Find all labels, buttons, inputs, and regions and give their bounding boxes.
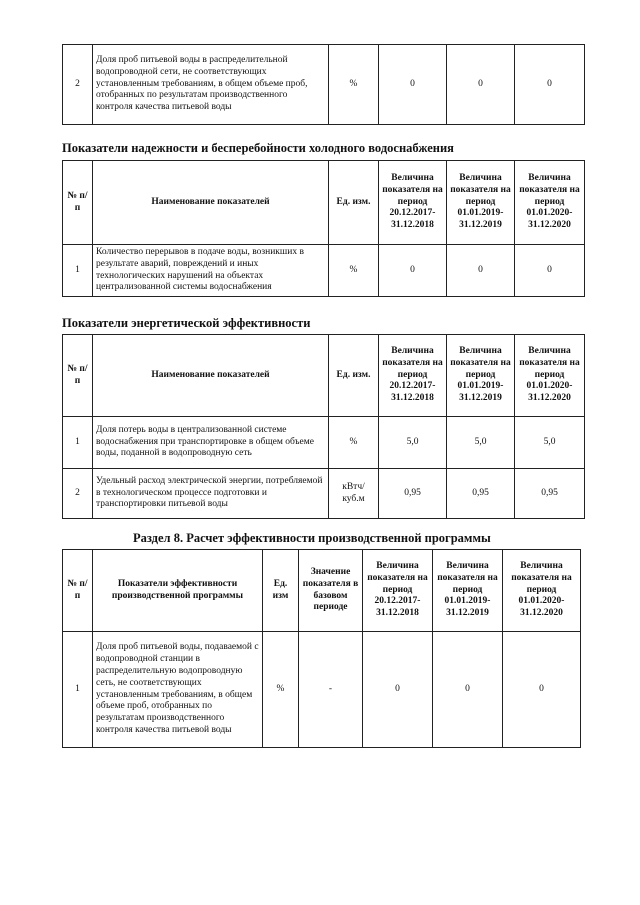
section8-table (62, 549, 581, 748)
value-period-2: 0 (433, 632, 503, 748)
value-base-period: - (299, 632, 363, 748)
row-number: 2 (63, 45, 93, 125)
value-period-2: 5,0 (447, 417, 515, 469)
energy-table (62, 334, 585, 519)
value-period-3: 0 (515, 245, 585, 297)
reliability-table (62, 160, 585, 297)
header-unit: Ед. изм. (329, 335, 379, 417)
table-row (63, 469, 585, 519)
header-period-1: Величина показателя на период 20.12.2017-31.12.2018 (363, 550, 433, 632)
unit-cell: % (329, 45, 379, 125)
header-unit: Ед. изм (263, 550, 299, 632)
header-name: Наименование показателей (93, 161, 329, 245)
row-number: 1 (63, 632, 93, 748)
value-period-2: 0 (447, 45, 515, 125)
header-num: № п/п (63, 161, 93, 245)
indicator-name: Доля потерь воды в централизованной системе водоснабжения при транспортировке в общем объеме воды, поданной в водопроводную сеть (93, 417, 329, 469)
section8-heading: Раздел 8. Расчет эффективности производственной программы (133, 531, 491, 545)
energy-heading: Показатели энергетической эффективности (62, 316, 311, 330)
table-row (63, 417, 585, 469)
value-period-1: 0,95 (379, 469, 447, 519)
indicator-name: Количество перерывов в подаче воды, возникших в результате аварий, повреждений и иных технологических нарушений на объектах централизованной системы водоснабжения (93, 245, 329, 297)
header-period-2: Величина показателя на период 01.01.2019-31.12.2019 (447, 161, 515, 245)
table-row (63, 632, 581, 748)
reliability-heading: Показатели надежности и бесперебойности холодного водоснабжения (62, 141, 454, 155)
value-period-1: 5,0 (379, 417, 447, 469)
header-num: № п/п (63, 335, 93, 417)
table-row (63, 245, 585, 297)
value-period-3: 0,95 (515, 469, 585, 519)
value-period-3: 0 (503, 632, 581, 748)
indicator-name: Доля проб питьевой воды в распределительной водопроводной сети, не соответствующих установленным требованиям, в общем объеме проб, отобранных по результатам производственного контроля качества питьевой воды (93, 45, 329, 125)
table-header-row (63, 335, 585, 417)
header-period-2: Величина показателя на период 01.01.2019-31.12.2019 (447, 335, 515, 417)
header-period-3: Величина показателя на период 01.01.2020-31.12.2020 (515, 161, 585, 245)
header-base-period: Значение показателя в базовом периоде (299, 550, 363, 632)
table-header-row (63, 550, 581, 632)
value-period-1: 0 (379, 45, 447, 125)
table-row (63, 45, 585, 125)
row-number: 2 (63, 469, 93, 519)
indicator-name: Удельный расход электрической энергии, потребляемой в технологическом процессе подготовки и транспортировки питьевой воды (93, 469, 329, 519)
indicator-name: Доля проб питьевой воды, подаваемой с водопроводной станции в распределительную водопроводную сеть, не соответствующих установленным требованиям, в общем объеме проб, отобранных по результатам производственного контроля качества питьевой воды (93, 632, 263, 748)
top-table (62, 44, 585, 125)
value-period-3: 0 (515, 45, 585, 125)
row-number: 1 (63, 245, 93, 297)
unit-cell: % (263, 632, 299, 748)
header-name: Наименование показателей (93, 335, 329, 417)
header-period-1: Величина показателя на период 20.12.2017-31.12.2018 (379, 161, 447, 245)
header-num: № п/п (63, 550, 93, 632)
value-period-1: 0 (363, 632, 433, 748)
value-period-2: 0,95 (447, 469, 515, 519)
row-number: 1 (63, 417, 93, 469)
header-unit: Ед. изм. (329, 161, 379, 245)
unit-cell: % (329, 245, 379, 297)
table-header-row (63, 161, 585, 245)
header-period-2: Величина показателя на период 01.01.2019-31.12.2019 (433, 550, 503, 632)
value-period-3: 5,0 (515, 417, 585, 469)
header-period-1: Величина показателя на период 20.12.2017-31.12.2018 (379, 335, 447, 417)
header-period-3: Величина показателя на период 01.01.2020-31.12.2020 (503, 550, 581, 632)
header-period-3: Величина показателя на период 01.01.2020-31.12.2020 (515, 335, 585, 417)
unit-cell: % (329, 417, 379, 469)
value-period-2: 0 (447, 245, 515, 297)
header-name: Показатели эффективности производственной программы (93, 550, 263, 632)
unit-cell: кВтч/ куб.м (329, 469, 379, 519)
value-period-1: 0 (379, 245, 447, 297)
